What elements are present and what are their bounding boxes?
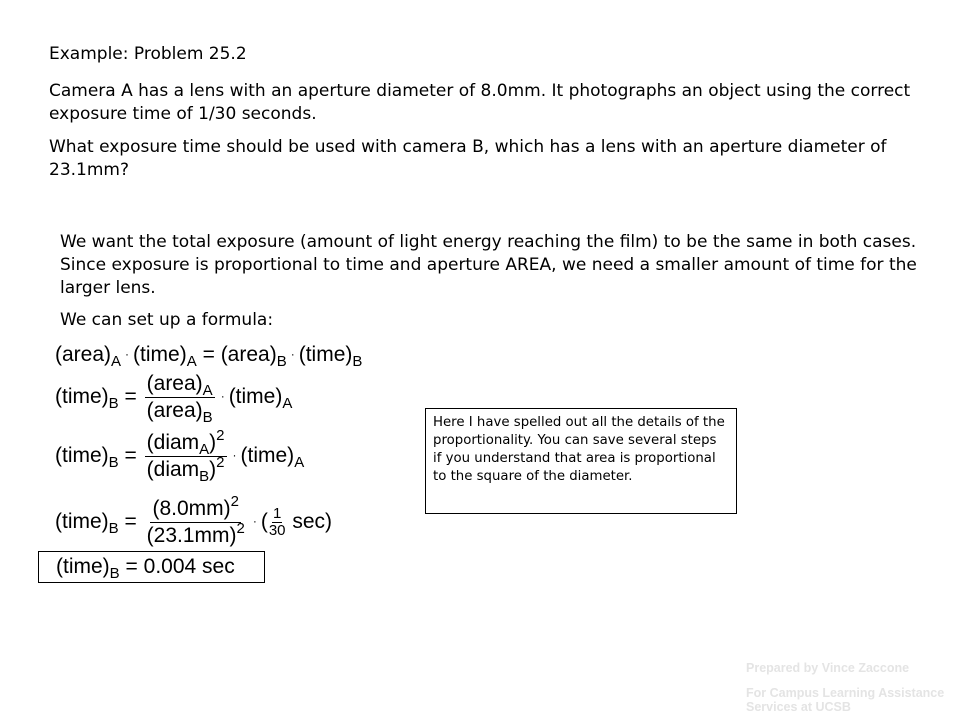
equation-time-b-numeric: $(time)_B$ = $\frac{(8.0mm)^2}{(23.1mm)^2}$ · ( $\frac{1}{30}$ sec): [55, 493, 333, 547]
equation-exposure-balance: $(area)_A$ · $(time)_A$ = $(area)_B$ · $(time)_B$: [55, 343, 363, 370]
area-ratio-fraction: $\frac{(area)_A}{(area)_B}$: [146, 372, 213, 426]
credit-prepared-by: Prepared by Vince Zaccone: [746, 661, 910, 675]
problem-question-camera-b: What exposure time should be used with camera B, which has a lens with an aperture diameter of 23.1mm?: [49, 137, 887, 180]
formula-intro: We can set up a formula:: [60, 310, 274, 330]
problem-title: Example: Problem 25.2: [49, 44, 247, 64]
diameter-ratio-fraction: $\frac{(diam_A)^2}{(diam_B)^2}$: [146, 427, 225, 485]
result-box: [38, 551, 265, 583]
solution-explanation: We want the total exposure (amount of light energy reaching the film) to be the same in both cases. Since exposure is proportional to time and aperture AREA, we need a smaller amount of time for the larger lens.: [60, 232, 917, 298]
numeric-diameter-fraction: $\frac{(8.0mm)^2}{(23.1mm)^2}$: [146, 493, 245, 547]
equation-result: $(time)_B = 0.004$ sec: [56, 555, 235, 582]
equation-time-b-diameter-ratio: $(time)_B$ = $\frac{(diam_A)^2}{(diam_B)^2}$ · $(time)_A$: [55, 427, 305, 485]
credit-campus-services: For Campus Learning Assistance Services at UCSB: [746, 686, 945, 714]
equation-time-b-area-ratio: $(time)_B$ = $\frac{(area)_A}{(area)_B}$ · $(time)_A$: [55, 372, 293, 426]
side-note-box: Here I have spelled out all the details of the proportionality. You can save several steps if you understand that area is proportional to the square of the diameter.: [425, 408, 737, 514]
problem-statement-camera-a: Camera A has a lens with an aperture diameter of 8.0mm. It photographs an object using the correct exposure time of 1/30 seconds.: [49, 81, 911, 124]
one-thirty-fraction: $\frac{1}{30}$: [268, 505, 286, 539]
